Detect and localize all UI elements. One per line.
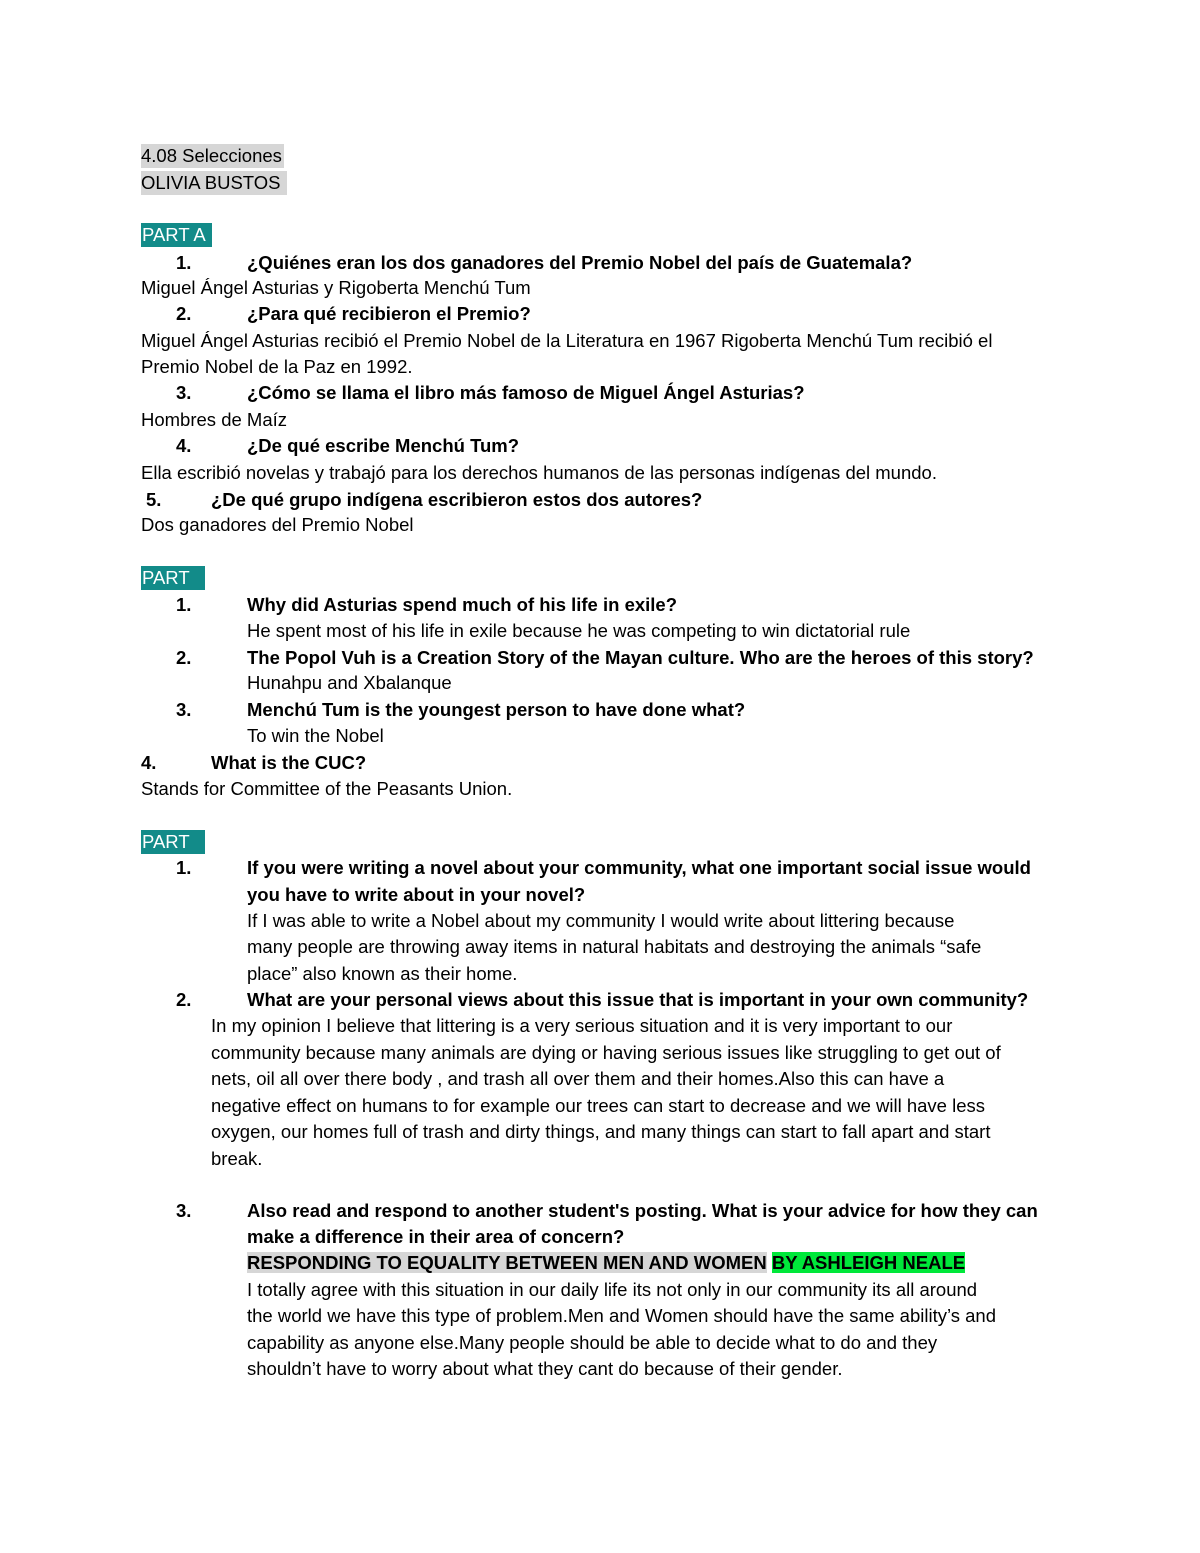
part-c-q2-answer-line6: break. <box>211 1148 263 1169</box>
part-c-q3-number: 3. <box>176 1200 192 1221</box>
document-title: 4.08 Selecciones <box>141 145 282 166</box>
part-a-q3-number: 3. <box>176 382 192 403</box>
part-a-q1-answer: Miguel Ángel Asturias y Rigoberta Menchú Tum <box>141 277 531 298</box>
part-a-q4-question: ¿De qué escribe Menchú Tum? <box>247 435 520 456</box>
part-c-q1-answer-line3: place” also known as their home. <box>247 963 518 984</box>
part-a-q5-answer: Dos ganadores del Premio Nobel <box>141 514 414 535</box>
part-c-q3-question-line1: Also read and respond to another student's posting. What is your advice for how they can <box>247 1200 1038 1221</box>
part-a-q2-answer-line1: Miguel Ángel Asturias recibió el Premio Nobel de la Literatura en 1967 Rigoberta Menchú Tum recibió el <box>141 330 993 351</box>
author-name: OLIVIA BUSTOS <box>141 171 287 195</box>
part-a-q4-answer: Ella escribió novelas y trabajó para los derechos humanos de las personas indígenas del mundo. <box>141 462 937 483</box>
part-c-q2-answer-line5: oxygen, our homes full of trash and dirty things, and many things can start to fall apart and start <box>211 1121 991 1142</box>
part-c-q2-answer-line1: In my opinion I believe that littering is a very serious situation and it is very important to our <box>211 1015 953 1036</box>
part-c-q2-number: 2. <box>176 989 192 1010</box>
part-c-q3-question-line2: make a difference in their area of concern? <box>247 1226 625 1247</box>
part-b-q2-question: The Popol Vuh is a Creation Story of the Mayan culture. Who are the heroes of this story? <box>247 647 1034 668</box>
part-c-q1-answer-line1: If I was able to write a Nobel about my community I would write about littering because <box>247 910 955 931</box>
part-a-q1-question: ¿Quiénes eran los dos ganadores del Premio Nobel del país de Guatemala? <box>247 252 913 273</box>
part-a-q5-number: 5. <box>146 489 162 510</box>
part-a-q3-answer: Hombres de Maíz <box>141 409 287 430</box>
part-c-q1-answer-line2: many people are throwing away items in natural habitats and destroying the animals “safe <box>247 936 982 957</box>
response-title: RESPONDING TO EQUALITY BETWEEN MEN AND WOMEN <box>247 1252 767 1273</box>
response-author: BY ASHLEIGH NEALE <box>771 1252 966 1273</box>
part-b-q3-answer: To win the Nobel <box>247 725 384 746</box>
part-b-q1-number: 1. <box>176 594 192 615</box>
part-c-q2-answer-line3: nets, oil all over there body , and trash all over them and their homes.Also this can have a <box>211 1068 945 1089</box>
part-a-q2-question: ¿Para qué recibieron el Premio? <box>247 303 531 324</box>
part-b-q3-number: 3. <box>176 699 192 720</box>
part-c-q1-question-line1: If you were writing a novel about your community, what one important social issue would <box>247 857 1031 878</box>
part-b-q1-answer: He spent most of his life in exile because he was competing to win dictatorial rule <box>247 620 911 641</box>
part-c-q1-question-line2: you have to write about in your novel? <box>247 884 586 905</box>
part-a-q3-question: ¿Cómo se llama el libro más famoso de Miguel Ángel Asturias? <box>247 382 805 403</box>
response-heading <box>247 1251 965 1275</box>
part-b-label: PART B <box>141 566 205 590</box>
part-c-q3-answer-line1: I totally agree with this situation in our daily life its not only in our community its all around <box>247 1279 978 1300</box>
part-b-q2-number: 2. <box>176 647 192 668</box>
part-a-q5-question: ¿De qué grupo indígena escribieron estos dos autores? <box>211 489 703 510</box>
part-c-q1-number: 1. <box>176 857 192 878</box>
part-b-q4-number: 4. <box>141 752 157 773</box>
part-c-q2-question: What are your personal views about this issue that is important in your own community? <box>247 989 1029 1010</box>
part-b-q4-answer: Stands for Committee of the Peasants Union. <box>141 778 513 799</box>
part-a-label: PART A <box>141 223 212 247</box>
part-b-q2-answer: Hunahpu and Xbalanque <box>247 672 452 693</box>
part-c-q2-answer-line2: community because many animals are dying or having serious issues like struggling to get out of <box>211 1042 1001 1063</box>
part-c-q2-answer-line4: negative effect on humans to for example our trees can start to decrease and we will have less <box>211 1095 986 1116</box>
part-c-label: PART C <box>141 830 205 854</box>
part-a-q4-number: 4. <box>176 435 192 456</box>
part-b-q4-question: What is the CUC? <box>211 752 367 773</box>
part-c-q3-answer-line4: shouldn’t have to worry about what they cant do because of their gender. <box>247 1358 843 1379</box>
part-c-q3-answer-line3: capability as anyone else.Many people should be able to decide what to do and they <box>247 1332 938 1353</box>
part-b-q3-question: Menchú Tum is the youngest person to have done what? <box>247 699 746 720</box>
part-c-q3-answer-line2: the world we have this type of problem.Men and Women should have the same ability’s and <box>247 1305 996 1326</box>
part-a-q1-number: 1. <box>176 252 192 273</box>
part-a-q2-number: 2. <box>176 303 192 324</box>
part-a-q2-answer-line2: Premio Nobel de la Paz en 1992. <box>141 356 413 377</box>
part-b-q1-question: Why did Asturias spend much of his life in exile? <box>247 594 678 615</box>
